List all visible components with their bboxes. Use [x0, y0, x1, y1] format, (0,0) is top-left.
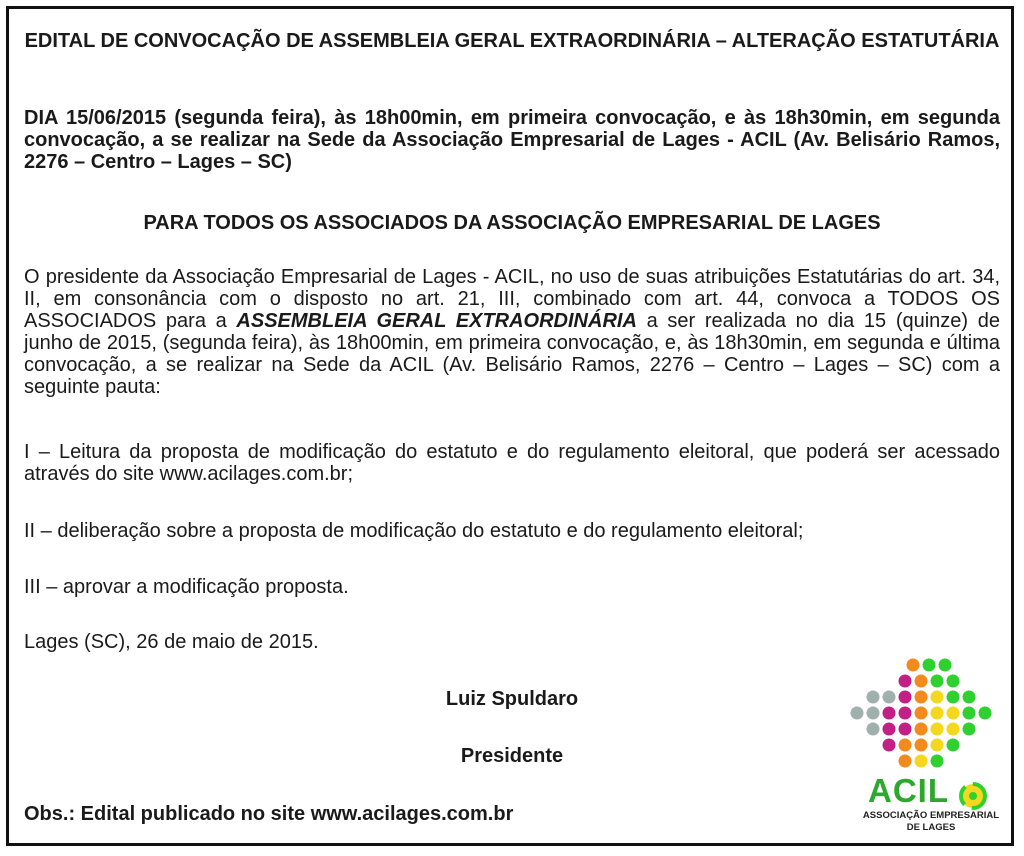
convocation-text-start: O presidente da Associação Empresarial de Lages - ACIL, no uso de suas atribuições Estatutárias do art. 34, II, em consonância com o disposto no art. 21, III, combinado com art. 44, convoca a TODOS OS ASSOCIADOS para a — [24, 266, 1000, 332]
logo-swirl-icon — [961, 784, 985, 808]
document-title: EDITAL DE CONVOCAÇÃO DE ASSEMBLEIA GERAL EXTRAORDINÁRIA – ALTERAÇÃO ESTATUTÁRIA — [24, 30, 1000, 52]
audience-heading: PARA TODOS OS ASSOCIADOS DA ASSOCIAÇÃO EMPRESARIAL DE LAGES — [143, 212, 881, 234]
logo-dot — [947, 739, 960, 752]
agenda-item-1: I – Leitura da proposta de modificação do estatuto e do regulamento eleitoral, que poderá ser acessado através do site www.acilages.com.br; — [24, 441, 1000, 485]
logo-dot — [947, 675, 960, 688]
logo-dot — [963, 707, 976, 720]
logo-dot — [915, 691, 928, 704]
logo-dot — [947, 723, 960, 736]
logo-dot — [923, 659, 936, 672]
logo-dot — [963, 723, 976, 736]
logo-dot — [899, 675, 912, 688]
convocation-text-end: a ser realizada no dia 15 (quinze) de junho de 2015, (segunda feira), às 18h00min, em primeira convocação, e, às 18h30min, em segunda e última convocação, a se realizar na Sede da ACIL (Av. Belisário Ramos, 2276 – Centro – Lages – SC) com a seguinte pauta: — [24, 310, 1001, 398]
logo-dot — [931, 707, 944, 720]
logo-dot-grid — [851, 659, 992, 768]
logo-dot — [947, 691, 960, 704]
logo-dot — [851, 707, 864, 720]
logo-dot — [915, 739, 928, 752]
logo-dot — [963, 691, 976, 704]
logo-subtitle-line1: ASSOCIAÇÃO EMPRESARIAL — [862, 810, 1000, 821]
logo-dot — [899, 691, 912, 704]
logo-dot — [931, 723, 944, 736]
assembly-emphasis: ASSEMBLEIA GERAL EXTRAORDINÁRIA — [236, 310, 637, 332]
logo-dot — [931, 739, 944, 752]
logo-dot — [899, 723, 912, 736]
logo-dot — [931, 755, 944, 768]
logo-dot — [939, 659, 952, 672]
logo-dot — [915, 755, 928, 768]
agenda-item-3: III – aprovar a modificação proposta. — [24, 576, 349, 598]
logo-dot — [915, 723, 928, 736]
logo-dot — [867, 723, 880, 736]
logo-dot — [979, 707, 992, 720]
logo-dot — [915, 675, 928, 688]
place-date: Lages (SC), 26 de maio de 2015. — [24, 631, 319, 653]
logo-dot — [899, 755, 912, 768]
logo-dot — [899, 707, 912, 720]
logo-dot — [883, 707, 896, 720]
meeting-date-paragraph: DIA 15/06/2015 (segunda feira), às 18h00min, em primeira convocação, e às 18h30min, em segunda convocação, a se realizar na Sede da Associação Empresarial de Lages - ACIL (Av. Belisário Ramos, 2276 – Centro – Lages – SC) — [24, 107, 1000, 173]
logo-dot — [883, 691, 896, 704]
logo-dot — [915, 707, 928, 720]
logo-dot — [867, 691, 880, 704]
logo-subtitle-line2: DE LAGES — [906, 822, 956, 833]
logo-dot — [883, 723, 896, 736]
signatory-name: Luiz Spuldaro — [445, 688, 579, 710]
logo-dot — [867, 707, 880, 720]
signatory-role: Presidente — [460, 745, 564, 767]
logo-wordmark: ACIL — [868, 772, 949, 809]
logo-dot — [931, 675, 944, 688]
logo-dot — [899, 739, 912, 752]
logo-dot — [947, 707, 960, 720]
convocation-paragraph — [24, 266, 1000, 398]
logo-dot — [883, 739, 896, 752]
logo-dot — [907, 659, 920, 672]
logo-dot — [931, 691, 944, 704]
publication-note: Obs.: Edital publicado no site www.acilages.com.br — [24, 803, 514, 825]
agenda-item-2: II – deliberação sobre a proposta de modificação do estatuto e do regulamento eleitoral; — [24, 520, 804, 542]
